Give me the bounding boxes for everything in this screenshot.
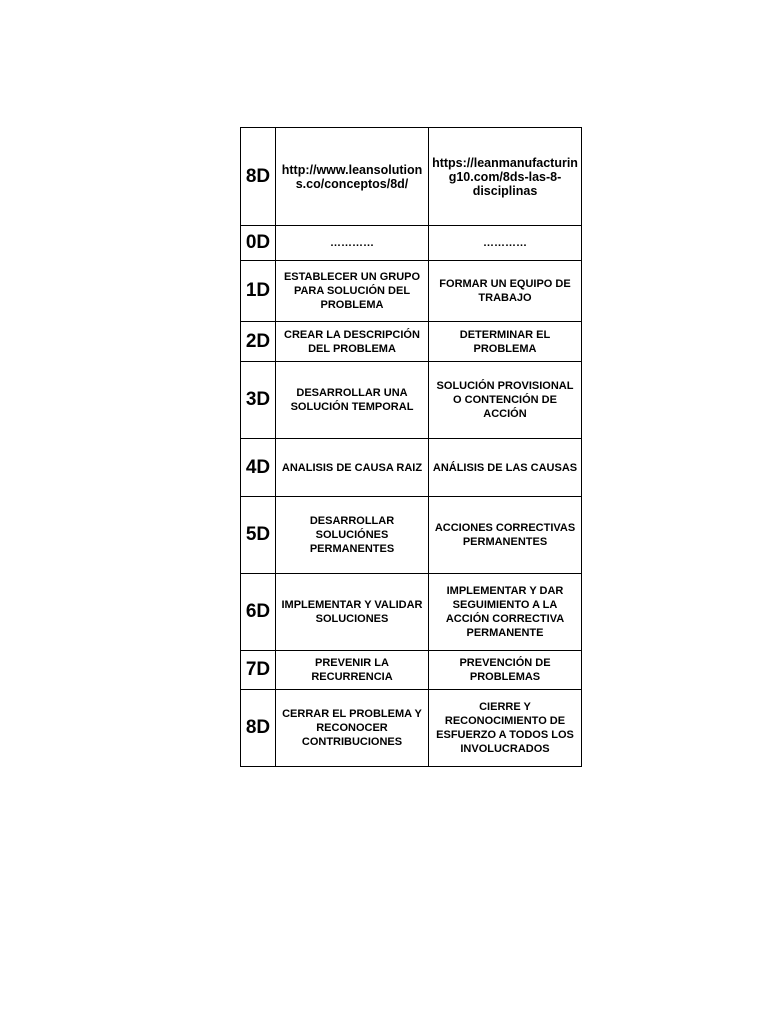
disciplines-table xyxy=(240,127,582,767)
source-a-cell: http://www.leansolutions.co/conceptos/8d/ xyxy=(276,128,429,226)
row-source-b-cell: ACCIONES CORRECTIVAS PERMANENTES xyxy=(429,497,582,574)
row-source-a-cell: ESTABLECER UN GRUPO PARA SOLUCIÓN DEL PROBLEMA xyxy=(276,261,429,322)
row-code-cell: 0D xyxy=(241,226,276,261)
source-b-cell: https://leanmanufacturing10.com/8ds-las-8-disciplinas xyxy=(429,128,582,226)
table-row xyxy=(241,439,582,497)
row-source-a-cell: IMPLEMENTAR Y VALIDAR SOLUCIONES xyxy=(276,574,429,651)
row-source-a-cell: PREVENIR LA RECURRENCIA xyxy=(276,651,429,690)
table-row xyxy=(241,651,582,690)
row-code-cell: 2D xyxy=(241,322,276,362)
row-code-cell: 5D xyxy=(241,497,276,574)
row-source-a-cell: DESARROLLAR UNA SOLUCIÓN TEMPORAL xyxy=(276,362,429,439)
row-source-a-cell: CERRAR EL PROBLEMA Y RECONOCER CONTRIBUCIONES xyxy=(276,690,429,767)
row-source-a-cell: ………… xyxy=(276,226,429,261)
table-row xyxy=(241,574,582,651)
row-source-b-cell: SOLUCIÓN PROVISIONAL O CONTENCIÓN DE ACCIÓN xyxy=(429,362,582,439)
row-code-cell: 6D xyxy=(241,574,276,651)
header-code-cell: 8D xyxy=(241,128,276,226)
row-source-b-cell: FORMAR UN EQUIPO DE TRABAJO xyxy=(429,261,582,322)
table-row xyxy=(241,362,582,439)
row-code-cell: 8D xyxy=(241,690,276,767)
table-row xyxy=(241,226,582,261)
table-header-row xyxy=(241,128,582,226)
row-source-b-cell: CIERRE Y RECONOCIMIENTO DE ESFUERZO A TODOS LOS INVOLUCRADOS xyxy=(429,690,582,767)
row-code-cell: 3D xyxy=(241,362,276,439)
row-source-b-cell: ………… xyxy=(429,226,582,261)
row-source-b-cell: ANÁLISIS DE LAS CAUSAS xyxy=(429,439,582,497)
row-source-a-cell: CREAR LA DESCRIPCIÓN DEL PROBLEMA xyxy=(276,322,429,362)
table-row xyxy=(241,322,582,362)
table-row xyxy=(241,497,582,574)
row-source-a-cell: ANALISIS DE CAUSA RAIZ xyxy=(276,439,429,497)
row-source-a-cell: DESARROLLAR SOLUCIÓNES PERMANENTES xyxy=(276,497,429,574)
table-row xyxy=(241,261,582,322)
row-source-b-cell: DETERMINAR EL PROBLEMA xyxy=(429,322,582,362)
table-row xyxy=(241,690,582,767)
row-code-cell: 4D xyxy=(241,439,276,497)
row-source-b-cell: PREVENCIÓN DE PROBLEMAS xyxy=(429,651,582,690)
row-code-cell: 1D xyxy=(241,261,276,322)
row-source-b-cell: IMPLEMENTAR Y DAR SEGUIMIENTO A LA ACCIÓN CORRECTIVA PERMANENTE xyxy=(429,574,582,651)
row-code-cell: 7D xyxy=(241,651,276,690)
